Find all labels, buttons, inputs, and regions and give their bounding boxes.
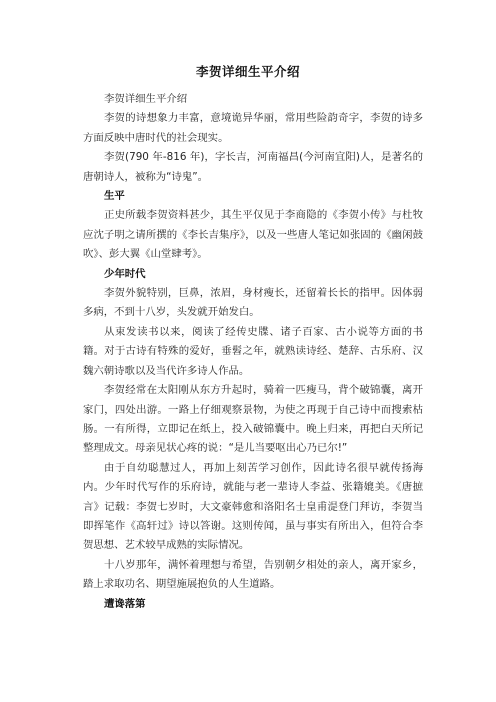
youth-paragraph-5: 十八岁那年，满怀着理想与希望，告别朝夕相处的亲人，离开家乡，踏上求取功名、期望施展抱负的人生道路。 xyxy=(83,558,423,591)
document-title: 李贺详细生平介绍 xyxy=(195,64,300,79)
youth-paragraph-2: 从束发读书以来，阅读了经传史牒、诸子百家、古小说等方面的书籍。对于古诗有特殊的爱好，垂髫之年，就熟读诗经、楚辞、古乐府、汉魏六朝诗歌以及当代许多诗人作品。 xyxy=(83,325,423,377)
life-paragraph: 正史所载李贺资料甚少，其生平仅见于李商隐的《李贺小传》与杜牧应沈子明之请所撰的《李长吉集序》，以及一些唐人笔记如张固的《幽闲鼓吹》、彭大翼《山堂肆考》。 xyxy=(83,209,423,261)
section-heading-setback: 遭谗落第 xyxy=(104,597,146,610)
subtitle-paragraph: 李贺详细生平介绍 xyxy=(104,93,188,105)
section-heading-life: 生平 xyxy=(104,190,125,203)
bio-paragraph: 李贺(790 年-816 年)，字长吉，河南福昌(今河南宜阳)人，是著名的唐朝诗人，被称为“诗鬼”。 xyxy=(83,151,423,183)
document-body xyxy=(83,90,423,614)
youth-paragraph-1: 李贺外貌特别，巨鼻，浓眉，身材瘦长，还留着长长的指甲。因体弱多病，不到十八岁，头发就开始发白。 xyxy=(83,287,423,319)
intro-paragraph: 李贺的诗想象力丰富，意境诡异华丽，常用些险韵奇字，李贺的诗多方面反映中唐时代的社会现实。 xyxy=(83,112,423,144)
youth-paragraph-3: 李贺经常在太阳刚从东方升起时，骑着一匹瘦马，背个破锦囊，离开家门，四处出游。一路上仔细观察景物，为使之再现于自己诗中而搜索枯肠。一有所得，立即记在纸上，投入破锦囊中。晚上归来，再把白天所记整理成文。母亲见状心疼的说：“是儿当要呕出心乃已尔!” xyxy=(83,384,423,455)
youth-paragraph-4: 由于自幼聪慧过人，再加上刻苦学习创作，因此诗名很早就传扬海内。少年时代写作的乐府诗，就能与老一辈诗人李益、张籍媲美。《唐摭言》记载：李贺七岁时，大文豪韩愈和洛阳名士皇甫湜登门拜访，李贺当即挥笔作《高轩过》诗以答谢。这则传闻，虽与事实有所出入，但符合李贺思想、艺术较早成熟的实际情况。 xyxy=(83,461,423,552)
section-heading-youth: 少年时代 xyxy=(104,267,146,280)
